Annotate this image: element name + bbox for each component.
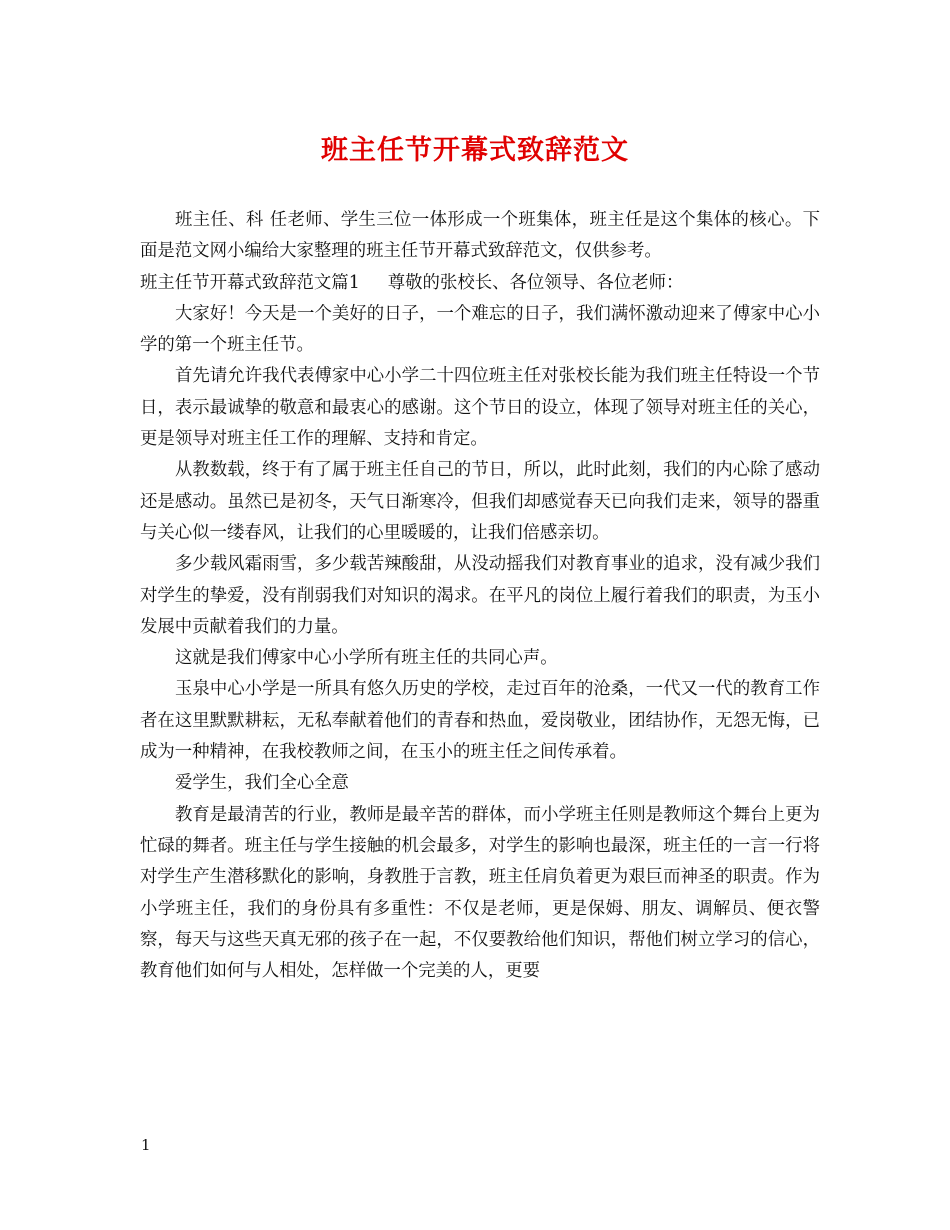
intro-paragraph: 班主任、科 任老师、学生三位一体形成一个班集体，班主任是这个集体的核心。下面是范文网小编给大家整理的班主任节开幕式致辞范文，仅供参考。	[140, 210, 820, 262]
body-paragraph: 多少载风霜雨雪，多少载苦辣酸甜，从没动摇我们对教育事业的追求，没有减少我们对学生的挚爱，没有削弱我们对知识的渴求。在平凡的岗位上履行着我们的职责，为玉小发展中贡献着我们的力量。	[140, 554, 820, 637]
body-paragraph: 这就是我们傅家中心小学所有班主任的共同心声。	[175, 648, 558, 669]
section-title: 班主任节开幕式致辞范文篇1	[140, 272, 360, 293]
body-paragraph: 首先请允许我代表傅家中心小学二十四位班主任对张校长能为我们班主任特设一个节日，表示最诚挚的敬意和最衷心的感谢。这个节日的设立，体现了领导对班主任的关心，更是领导对班主任工作的理解、支持和肯定。	[140, 366, 820, 450]
document-title: 班主任节开幕式致辞范文	[321, 135, 629, 166]
body-paragraph: 从教数载，终于有了属于班主任自己的节日，所以，此时此刻，我们的内心除了感动还是感动。虽然已是初冬，天气日渐寒冷，但我们却感觉春天已向我们走来，领导的器重与关心似一缕春风，让我们的心里暖暖的，让我们倍感亲切。	[140, 460, 820, 543]
salutation: 尊敬的张校长、各位领导、各位老师：	[387, 272, 684, 293]
body-paragraph: 大家好！今天是一个美好的日子，一个难忘的日子，我们满怀激动迎来了傅家中心小学的第一个班主任节。	[140, 303, 820, 356]
subheading-paragraph: 爱学生，我们全心全意	[175, 773, 349, 794]
page-number: 1	[141, 1136, 151, 1154]
body-paragraph: 教育是最清苦的行业，教师是最辛苦的群体，而小学班主任则是教师这个舞台上更为忙碌的舞者。班主任与学生接触的机会最多，对学生的影响也最深，班主任的一言一行将对学生产生潜移默化的影响，身教胜于言教，班主任肩负着更为艰巨而神圣的职责。作为小学班主任，我们的身份具有多重性：不仅是老师，更是保姆、朋友、调解员、便衣警察，每天与这些天真无邪的孩子在一起，不仅要教给他们知识，帮他们树立学习的信心，教育他们如何与人相处，怎样做一个完美的人，更要	[140, 804, 820, 982]
body-paragraph: 玉泉中心小学是一所具有悠久历史的学校，走过百年的沧桑，一代又一代的教育工作者在这里默默耕耘，无私奉献着他们的青春和热血，爱岗敬业，团结协作，无怨无悔，已成为一种精神，在我校教师之间，在玉小的班主任之间传承着。	[140, 679, 820, 763]
section-heading-line	[140, 268, 820, 299]
document-body	[140, 205, 820, 987]
